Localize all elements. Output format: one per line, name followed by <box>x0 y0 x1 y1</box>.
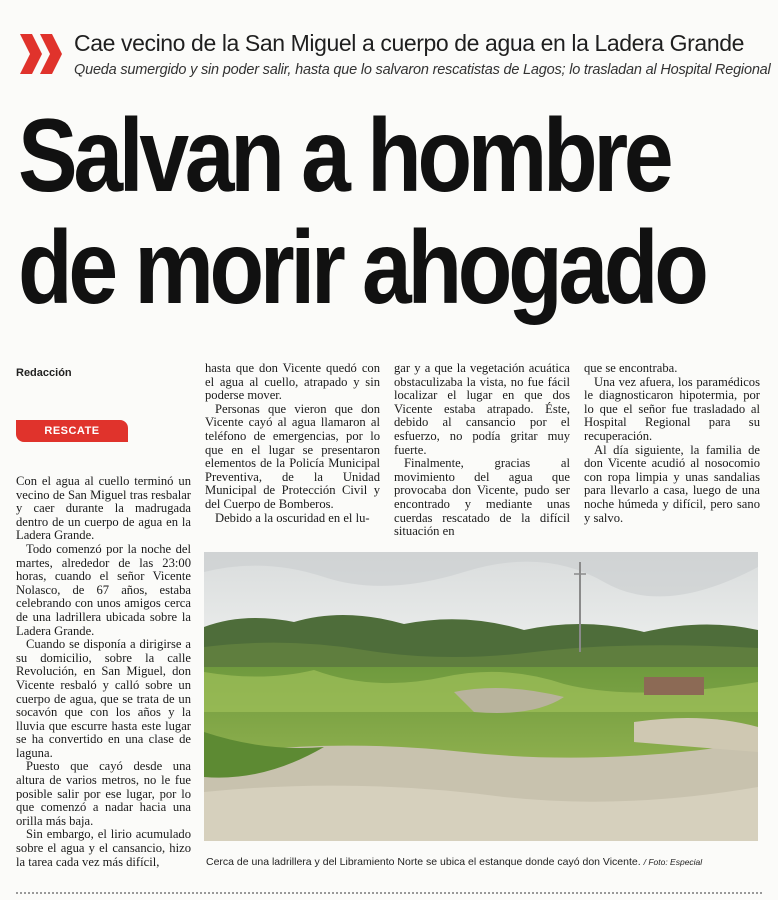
paragraph: Personas que vieron que don Vicente cayó al agua llamaron al teléfono de emergencias, por lo que en el lugar se presentaron elementos de la Policía Municipal Preventiva, de la Unidad Municipal de Protección Civil y del Cuerpo de Bomberos. <box>205 401 380 511</box>
chevron-marker-icon <box>20 34 64 74</box>
paragraph: hasta que don Vicente quedó con el agua al cuello, atrapado y sin poderse mover. <box>205 361 380 403</box>
paragraph: que se encontraba. <box>584 361 678 375</box>
photo-caption <box>206 856 766 868</box>
article-column-1 <box>16 475 191 869</box>
paragraph: Puesto que cayó desde una altura de varios metros, no le fue posible salir por ese lugar, por lo que comenzó a nadar hacia una orilla más baja. <box>16 759 191 828</box>
article-column-2 <box>205 362 380 525</box>
headline <box>18 98 705 326</box>
article-column-3 <box>394 362 570 539</box>
paragraph: Al día siguiente, la familia de don Vicente acudió al nosocomio con ropa limpia y unas sandalias para llevarlo a casa, luego de una noche húmeda y difícil, pero sano y salvo. <box>584 442 760 525</box>
photo-credit: / Foto: Especial <box>643 857 703 867</box>
headline-line-1: Salvan a hombre <box>18 98 670 214</box>
section-tag: RESCATE <box>16 420 128 442</box>
paragraph: Con el agua al cuello terminó un vecino de San Miguel tras resbalar y caer durante la madrugada dentro de un cuerpo de agua en la Ladera Grande. <box>16 474 191 543</box>
article-column-4 <box>584 362 760 525</box>
paragraph: gar y a que la vegetación acuática obstaculizaba la vista, no fue fácil localizar el lugar en que dos Vicente estaba atrapado. Éste, debido al cansancio por el esfuerzo, no podía gritar muy fuerte. <box>394 361 570 457</box>
kicker-title: Cae vecino de la San Miguel a cuerpo de agua en la Ladera Grande <box>74 30 744 56</box>
headline-line-2: de morir ahogado <box>18 210 705 326</box>
paragraph: Una vez afuera, los paramédicos le diagnosticaron hipotermia, por lo que el señor fue trasladado al Hospital Regional para su recuperación. <box>584 374 760 443</box>
paragraph: Todo comenzó por la noche del martes, alrededor de las 23:00 horas, cuando el señor Vicente Nolasco, de 67 años, estaba celebrando con unos amigos cerca de una ladrillera ubicada sobre la Ladera Grande. <box>16 541 191 638</box>
paragraph: Debido a la oscuridad en el lu- <box>215 510 370 525</box>
caption-text: Cerca de una ladrillera y del Libramiento Norte se ubica el estanque donde cayó don Vicente. <box>206 856 641 868</box>
paragraph: Finalmente, gracias al movimiento del agua que provocaba don Vicente, pudo ser encontrado y mediante unas cuerdas rescatado de la difícil situación en <box>394 456 570 539</box>
news-photo <box>204 552 758 841</box>
paragraph: Sin embargo, el lirio acumulado sobre el agua y el cansancio, hizo la tarea cada vez más difícil, <box>16 827 191 869</box>
paragraph: Cuando se disponía a dirigirse a su domicilio, sobre la calle Revolución, en San Miguel, don Vicente resbaló y calló sobre un cuerpo de agua, que se trata de un socavón que con los años y la lluvia que escurre hasta este lugar se ha convertido en una clase de laguna. <box>16 637 191 760</box>
bottom-divider <box>16 892 762 894</box>
subheadline: Queda sumergido y sin poder salir, hasta que lo salvaron rescatistas de Lagos; lo trasladan al Hospital Regional <box>74 62 771 78</box>
byline: Redacción <box>16 367 72 379</box>
